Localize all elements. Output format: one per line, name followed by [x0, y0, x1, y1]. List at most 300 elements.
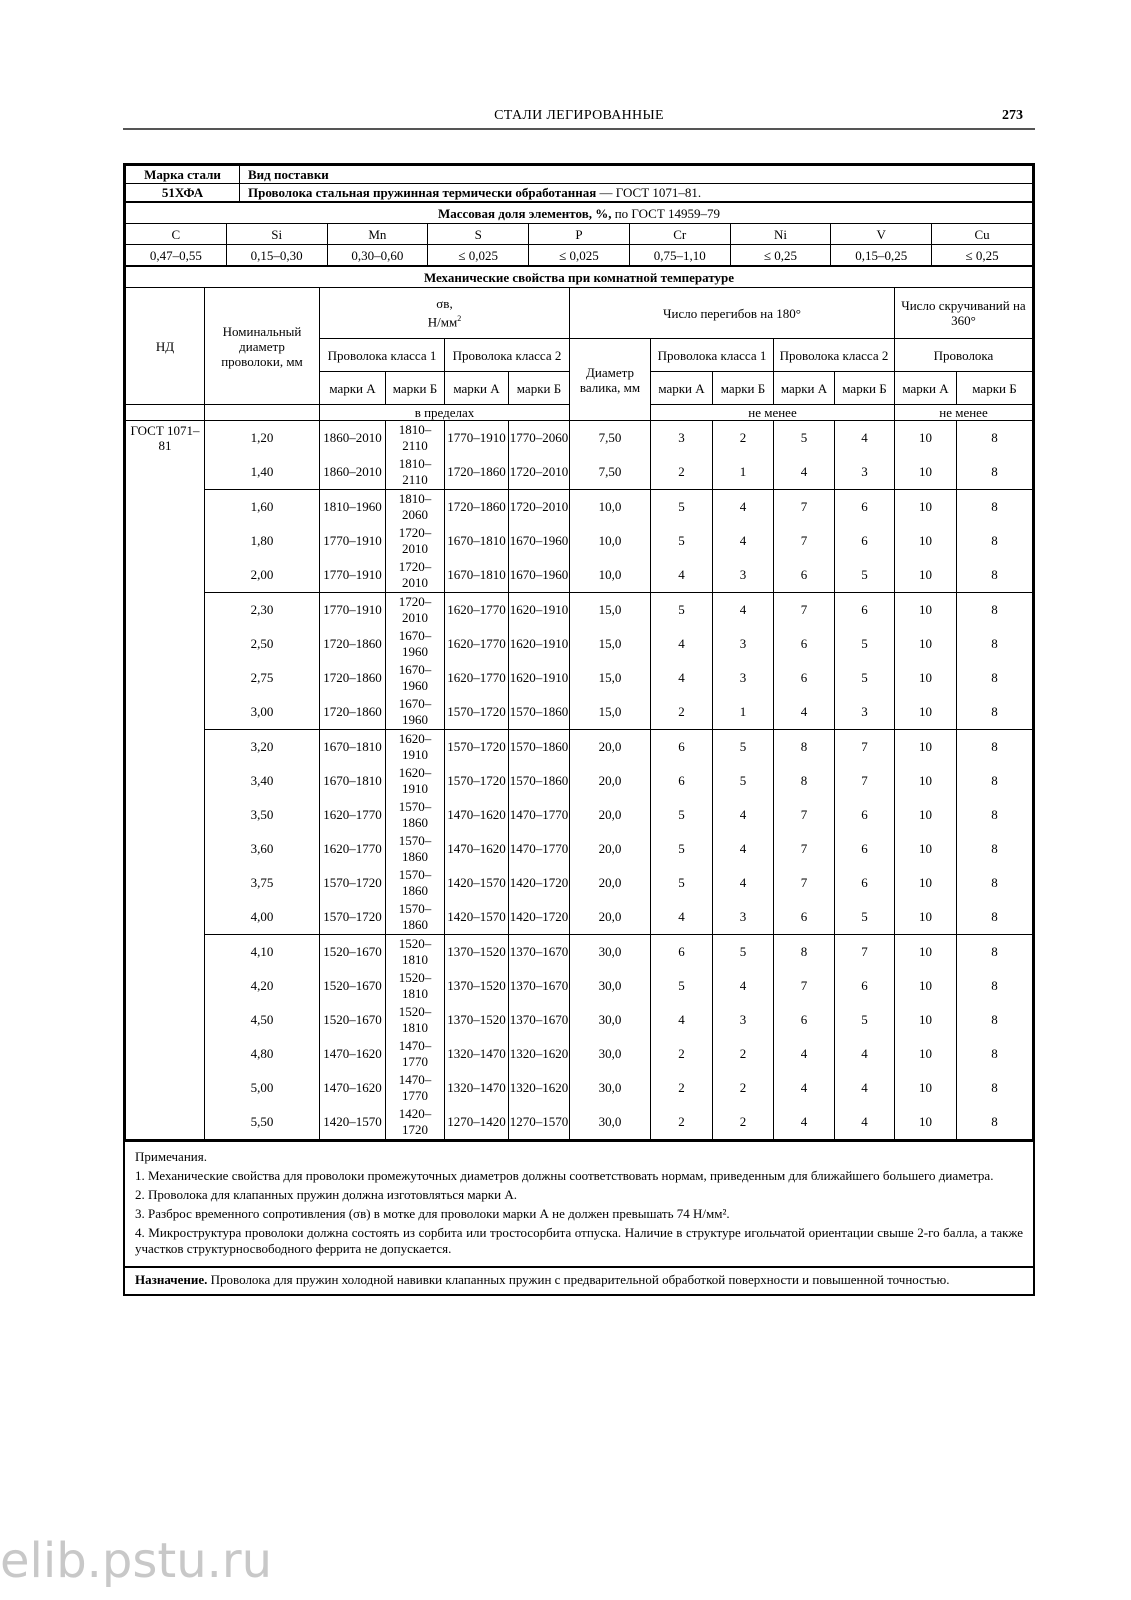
count-cell: 5	[835, 661, 895, 695]
count-cell: 6	[774, 558, 835, 593]
h-grade-b: марки Б	[509, 372, 570, 405]
note-item: 3. Разброс временного сопротивления (σв) в мотке для проволоки марки А не должен превышать 74 Н/мм².	[135, 1206, 730, 1221]
count-cell: 7	[774, 866, 835, 900]
note-item: 1. Механические свойства для проволоки промежуточных диаметров должны соответствовать нормам, приведенным для ближайшего большего диаметра.	[135, 1168, 994, 1183]
diameter-cell: 3,60	[205, 832, 320, 866]
count-cell: 4	[713, 798, 774, 832]
count-cell: 4	[713, 524, 774, 558]
diameter-cell: 3,75	[205, 866, 320, 900]
count-cell: 6	[774, 627, 835, 661]
count-cell: 10	[895, 730, 957, 765]
count-cell: 4	[651, 900, 713, 935]
roller-cell: 30,0	[570, 1003, 651, 1037]
count-cell: 8	[957, 969, 1033, 1003]
h-sigma-sup: 2	[457, 314, 462, 324]
h-grade-b: марки Б	[713, 372, 774, 405]
composition-values-row	[126, 245, 1033, 266]
h-sigma-unit: Н/мм	[427, 314, 458, 330]
strength-cell: 1420–1720	[509, 866, 570, 900]
roller-cell: 20,0	[570, 764, 651, 798]
count-cell: 3	[713, 900, 774, 935]
count-cell: 10	[895, 969, 957, 1003]
h-sigma-symbol: σв,	[436, 296, 453, 312]
strength-cell: 1620–1910	[509, 661, 570, 695]
note-item: 2. Проволока для клапанных пружин должна изготовляться марки А.	[135, 1187, 517, 1202]
count-cell: 10	[895, 1071, 957, 1105]
strength-cell: 1320–1620	[509, 1071, 570, 1105]
count-cell: 3	[835, 695, 895, 730]
strength-cell: 1860–2010	[320, 455, 386, 490]
count-cell: 10	[895, 1037, 957, 1071]
purpose	[125, 1266, 1033, 1294]
count-cell: 10	[895, 798, 957, 832]
strength-cell: 1570–1720	[445, 764, 509, 798]
table-row	[126, 593, 1033, 628]
table-row	[126, 969, 1033, 1003]
grade-value: 51ХФА	[126, 184, 240, 202]
count-cell: 4	[713, 832, 774, 866]
diameter-cell: 3,40	[205, 764, 320, 798]
count-cell: 4	[774, 1071, 835, 1105]
count-cell: 4	[774, 1037, 835, 1071]
strength-cell: 1670–1810	[320, 764, 386, 798]
purpose-text: Проволока для пружин холодной навивки клапанных пружин с предварительной обработкой поверхности и повышенной точностью.	[207, 1272, 950, 1287]
count-cell: 4	[651, 627, 713, 661]
diameter-cell: 1,80	[205, 524, 320, 558]
count-cell: 7	[774, 832, 835, 866]
strength-cell: 1720–1860	[445, 490, 509, 525]
count-cell: 6	[835, 969, 895, 1003]
count-cell: 3	[651, 421, 713, 456]
diameter-cell: 2,75	[205, 661, 320, 695]
strength-cell: 1810–2060	[386, 490, 445, 525]
count-cell: 7	[774, 798, 835, 832]
strength-cell: 1670–1810	[445, 558, 509, 593]
element-value: ≤ 0,25	[932, 245, 1033, 266]
count-cell: 10	[895, 900, 957, 935]
count-cell: 4	[774, 1105, 835, 1140]
count-cell: 5	[713, 730, 774, 765]
element-symbol: Cu	[932, 224, 1033, 245]
h-grade-b: марки Б	[835, 372, 895, 405]
count-cell: 4	[713, 969, 774, 1003]
count-cell: 2	[651, 1037, 713, 1071]
strength-cell: 1810–2110	[386, 421, 445, 456]
roller-cell: 10,0	[570, 524, 651, 558]
count-cell: 8	[957, 1037, 1033, 1071]
element-value: 0,15–0,25	[831, 245, 932, 266]
count-cell: 2	[713, 1105, 774, 1140]
strength-cell: 1570–1860	[509, 695, 570, 730]
count-cell: 8	[957, 730, 1033, 765]
table-row	[126, 490, 1033, 525]
strength-cell: 1670–1960	[386, 627, 445, 661]
strength-cell: 1570–1720	[320, 900, 386, 935]
strength-cell: 1570–1860	[386, 866, 445, 900]
delivery-label: Вид поставки	[240, 166, 1033, 184]
count-cell: 10	[895, 524, 957, 558]
count-cell: 5	[651, 866, 713, 900]
diameter-cell: 4,50	[205, 1003, 320, 1037]
diameter-cell: 1,40	[205, 455, 320, 490]
grade-table	[125, 165, 1033, 202]
count-cell: 6	[651, 730, 713, 765]
count-cell: 8	[957, 1071, 1033, 1105]
count-cell: 7	[774, 969, 835, 1003]
delivery-bold: Проволока стальная пружинная термически обработанная	[248, 185, 597, 200]
count-cell: 4	[651, 661, 713, 695]
count-cell: 7	[774, 524, 835, 558]
strength-cell: 1670–1960	[386, 695, 445, 730]
count-cell: 10	[895, 764, 957, 798]
composition-table	[125, 202, 1033, 266]
count-cell: 8	[957, 490, 1033, 525]
strength-cell: 1520–1810	[386, 935, 445, 970]
strength-cell: 1670–1810	[320, 730, 386, 765]
roller-cell: 30,0	[570, 969, 651, 1003]
count-cell: 6	[651, 935, 713, 970]
count-cell: 6	[835, 866, 895, 900]
count-cell: 5	[835, 627, 895, 661]
diameter-cell: 4,80	[205, 1037, 320, 1071]
count-cell: 4	[713, 866, 774, 900]
roller-cell: 20,0	[570, 798, 651, 832]
strength-cell: 1370–1520	[445, 969, 509, 1003]
strength-cell: 1620–1770	[445, 593, 509, 628]
strength-cell: 1570–1720	[445, 695, 509, 730]
strength-cell: 1370–1520	[445, 935, 509, 970]
strength-cell: 1270–1420	[445, 1105, 509, 1140]
element-symbol: P	[529, 224, 630, 245]
roller-cell: 15,0	[570, 695, 651, 730]
table-row	[126, 866, 1033, 900]
count-cell: 4	[651, 1003, 713, 1037]
element-symbol: Mn	[327, 224, 428, 245]
strength-cell: 1620–1910	[386, 730, 445, 765]
count-cell: 8	[957, 1003, 1033, 1037]
strength-cell: 1370–1670	[509, 969, 570, 1003]
page-number: 273	[1002, 108, 1023, 123]
strength-cell: 1670–1810	[445, 524, 509, 558]
purpose-label: Назначение.	[135, 1272, 208, 1287]
element-symbol: S	[428, 224, 529, 245]
strength-cell: 1770–1910	[320, 593, 386, 628]
count-cell: 8	[957, 627, 1033, 661]
strength-cell: 1620–1910	[386, 764, 445, 798]
count-cell: 8	[957, 421, 1033, 456]
strength-cell: 1420–1570	[320, 1105, 386, 1140]
h-within: в пределах	[320, 405, 570, 421]
count-cell: 10	[895, 695, 957, 730]
count-cell: 8	[957, 935, 1033, 970]
count-cell: 2	[651, 455, 713, 490]
strength-cell: 1860–2010	[320, 421, 386, 456]
element-value: 0,47–0,55	[126, 245, 227, 266]
count-cell: 10	[895, 490, 957, 525]
strength-cell: 1720–2010	[386, 558, 445, 593]
count-cell: 8	[957, 593, 1033, 628]
composition-elements-row	[126, 224, 1033, 245]
roller-cell: 30,0	[570, 935, 651, 970]
count-cell: 2	[651, 1105, 713, 1140]
strength-cell: 1270–1570	[509, 1105, 570, 1140]
mechanical-table	[125, 266, 1033, 1140]
strength-cell: 1470–1620	[445, 798, 509, 832]
roller-cell: 10,0	[570, 490, 651, 525]
count-cell: 8	[957, 900, 1033, 935]
count-cell: 7	[774, 490, 835, 525]
count-cell: 8	[774, 764, 835, 798]
roller-cell: 30,0	[570, 1037, 651, 1071]
h-roller: Диаметр валика, мм	[570, 339, 651, 421]
strength-cell: 1570–1720	[445, 730, 509, 765]
count-cell: 8	[957, 455, 1033, 490]
count-cell: 6	[835, 832, 895, 866]
count-cell: 2	[651, 1071, 713, 1105]
composition-title	[126, 203, 1033, 224]
strength-cell: 1520–1670	[320, 1003, 386, 1037]
strength-cell: 1470–1620	[320, 1071, 386, 1105]
h-grade-a: марки А	[320, 372, 386, 405]
element-symbol: C	[126, 224, 227, 245]
count-cell: 8	[957, 1105, 1033, 1140]
count-cell: 6	[835, 798, 895, 832]
count-cell: 8	[957, 764, 1033, 798]
count-cell: 3	[713, 558, 774, 593]
strength-cell: 1670–1960	[509, 524, 570, 558]
count-cell: 3	[713, 661, 774, 695]
element-value: ≤ 0,25	[730, 245, 831, 266]
count-cell: 6	[774, 1003, 835, 1037]
count-cell: 10	[895, 1105, 957, 1140]
strength-cell: 1470–1620	[445, 832, 509, 866]
h-diameter-filler	[205, 405, 320, 421]
element-value: 0,75–1,10	[629, 245, 730, 266]
strength-cell: 1470–1770	[386, 1071, 445, 1105]
strength-cell: 1670–1960	[386, 661, 445, 695]
count-cell: 3	[713, 1003, 774, 1037]
count-cell: 7	[835, 764, 895, 798]
table-row	[126, 421, 1033, 456]
roller-cell: 7,50	[570, 455, 651, 490]
steel-datasheet	[123, 163, 1035, 1296]
count-cell: 10	[895, 593, 957, 628]
element-value: ≤ 0,025	[428, 245, 529, 266]
count-cell: 3	[835, 455, 895, 490]
diameter-cell: 1,20	[205, 421, 320, 456]
strength-cell: 1420–1570	[445, 866, 509, 900]
strength-cell: 1810–1960	[320, 490, 386, 525]
strength-cell: 1770–1910	[320, 524, 386, 558]
table-row	[126, 558, 1033, 593]
table-row	[126, 832, 1033, 866]
strength-cell: 1570–1860	[386, 900, 445, 935]
strength-cell: 1570–1860	[386, 832, 445, 866]
h-diameter: Номинальный диаметр проволоки, мм	[205, 288, 320, 405]
h-twist-wire: Проволока	[895, 339, 1033, 372]
strength-cell: 1720–2010	[509, 490, 570, 525]
table-row	[126, 455, 1033, 490]
element-symbol: Cr	[629, 224, 730, 245]
mech-title: Механические свойства при комнатной температуре	[126, 267, 1033, 288]
count-cell: 3	[713, 627, 774, 661]
nd-standard: ГОСТ 1071–81	[126, 421, 205, 1140]
strength-cell: 1620–1770	[320, 798, 386, 832]
strength-cell: 1370–1670	[509, 935, 570, 970]
strength-cell: 1520–1670	[320, 969, 386, 1003]
strength-cell: 1570–1860	[386, 798, 445, 832]
strength-cell: 1720–2010	[386, 524, 445, 558]
count-cell: 5	[651, 490, 713, 525]
h-grade-a: марки А	[895, 372, 957, 405]
strength-cell: 1720–2010	[509, 455, 570, 490]
note-item: 4. Микроструктура проволоки должна состоять из сорбита или тростосорбита отпуска. Наличие в структуре игольчатой ориентации свыше 2-го балла, а также участков структурносвободного феррита не допускается.	[135, 1225, 1023, 1256]
table-row	[126, 730, 1033, 765]
strength-cell: 1720–1860	[445, 455, 509, 490]
count-cell: 4	[651, 558, 713, 593]
count-cell: 10	[895, 421, 957, 456]
table-row	[126, 1037, 1033, 1071]
count-cell: 8	[957, 832, 1033, 866]
h-bend-class1: Проволока класса 1	[651, 339, 774, 372]
h-grade-b: марки Б	[957, 372, 1033, 405]
table-row	[126, 935, 1033, 970]
diameter-cell: 1,60	[205, 490, 320, 525]
watermark: elib.pstu.ru	[0, 1533, 273, 1589]
table-row	[126, 1003, 1033, 1037]
count-cell: 2	[713, 1071, 774, 1105]
h-not-less-twists: не менее	[895, 405, 1033, 421]
diameter-cell: 4,00	[205, 900, 320, 935]
h-bends: Число перегибов на 180°	[570, 288, 895, 339]
count-cell: 10	[895, 866, 957, 900]
notes	[125, 1140, 1033, 1266]
element-symbol: V	[831, 224, 932, 245]
strength-cell: 1470–1620	[320, 1037, 386, 1071]
count-cell: 6	[651, 764, 713, 798]
strength-cell: 1620–1910	[509, 627, 570, 661]
count-cell: 1	[713, 695, 774, 730]
delivery-value	[240, 184, 1033, 202]
strength-cell: 1520–1670	[320, 935, 386, 970]
strength-cell: 1320–1620	[509, 1037, 570, 1071]
h-grade-b: марки Б	[386, 372, 445, 405]
strength-cell: 1370–1520	[445, 1003, 509, 1037]
table-row	[126, 1105, 1033, 1140]
roller-cell: 10,0	[570, 558, 651, 593]
strength-cell: 1720–1860	[320, 627, 386, 661]
count-cell: 8	[957, 866, 1033, 900]
diameter-cell: 2,50	[205, 627, 320, 661]
count-cell: 6	[774, 661, 835, 695]
strength-cell: 1320–1470	[445, 1071, 509, 1105]
strength-cell: 1620–1770	[445, 627, 509, 661]
count-cell: 5	[713, 764, 774, 798]
strength-cell: 1570–1860	[509, 764, 570, 798]
roller-cell: 20,0	[570, 730, 651, 765]
roller-cell: 20,0	[570, 900, 651, 935]
count-cell: 4	[835, 421, 895, 456]
diameter-cell: 4,20	[205, 969, 320, 1003]
count-cell: 10	[895, 661, 957, 695]
count-cell: 10	[895, 627, 957, 661]
strength-cell: 1370–1670	[509, 1003, 570, 1037]
count-cell: 5	[651, 593, 713, 628]
h-wire-class1: Проволока класса 1	[320, 339, 445, 372]
table-row	[126, 627, 1033, 661]
count-cell: 4	[835, 1071, 895, 1105]
strength-cell: 1420–1720	[386, 1105, 445, 1140]
count-cell: 8	[957, 524, 1033, 558]
count-cell: 6	[835, 524, 895, 558]
table-row	[126, 524, 1033, 558]
count-cell: 6	[835, 490, 895, 525]
h-grade-a: марки А	[774, 372, 835, 405]
count-cell: 7	[774, 593, 835, 628]
table-row	[126, 661, 1033, 695]
h-sigma	[320, 288, 570, 339]
running-title: СТАЛИ ЛЕГИРОВАННЫЕ	[494, 108, 664, 123]
strength-cell: 1520–1810	[386, 1003, 445, 1037]
strength-cell: 1470–1770	[386, 1037, 445, 1071]
composition-title-rest: по ГОСТ 14959–79	[611, 205, 721, 221]
count-cell: 2	[713, 1037, 774, 1071]
count-cell: 4	[835, 1105, 895, 1140]
diameter-cell: 2,30	[205, 593, 320, 628]
element-value: 0,30–0,60	[327, 245, 428, 266]
strength-cell: 1320–1470	[445, 1037, 509, 1071]
count-cell: 2	[713, 421, 774, 456]
element-value: ≤ 0,025	[529, 245, 630, 266]
count-cell: 4	[774, 695, 835, 730]
strength-cell: 1620–1910	[509, 593, 570, 628]
diameter-cell: 3,00	[205, 695, 320, 730]
diameter-cell: 3,20	[205, 730, 320, 765]
count-cell: 8	[957, 798, 1033, 832]
count-cell: 7	[835, 730, 895, 765]
notes-title: Примечания.	[135, 1149, 207, 1164]
count-cell: 5	[651, 798, 713, 832]
count-cell: 5	[835, 900, 895, 935]
diameter-cell: 5,00	[205, 1071, 320, 1105]
strength-cell: 1620–1770	[320, 832, 386, 866]
diameter-cell: 4,10	[205, 935, 320, 970]
table-row	[126, 764, 1033, 798]
table-row	[126, 695, 1033, 730]
strength-cell: 1470–1770	[509, 798, 570, 832]
roller-cell: 30,0	[570, 1071, 651, 1105]
strength-cell: 1720–2010	[386, 593, 445, 628]
count-cell: 10	[895, 935, 957, 970]
h-nd-filler	[126, 405, 205, 421]
count-cell: 6	[835, 593, 895, 628]
h-twists: Число скручиваний на 360°	[895, 288, 1033, 339]
count-cell: 4	[713, 593, 774, 628]
table-row	[126, 798, 1033, 832]
count-cell: 5	[651, 832, 713, 866]
strength-cell: 1420–1720	[509, 900, 570, 935]
count-cell: 5	[651, 524, 713, 558]
table-row	[126, 900, 1033, 935]
element-symbol: Si	[226, 224, 327, 245]
strength-cell: 1720–1860	[320, 661, 386, 695]
roller-cell: 20,0	[570, 832, 651, 866]
grade-label: Марка стали	[126, 166, 240, 184]
strength-cell: 1770–2060	[509, 421, 570, 456]
count-cell: 10	[895, 558, 957, 593]
strength-cell: 1810–2110	[386, 455, 445, 490]
count-cell: 8	[774, 935, 835, 970]
